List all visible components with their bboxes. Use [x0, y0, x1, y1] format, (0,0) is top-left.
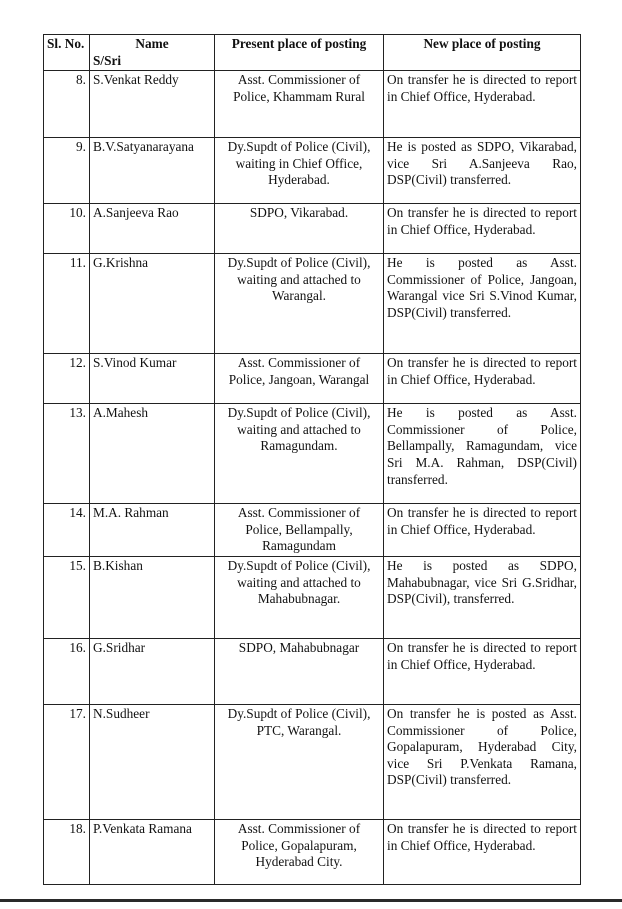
table-body — [44, 71, 581, 885]
sl-cell: 8. — [44, 71, 90, 138]
table-row — [44, 819, 581, 884]
name-cell: S.Vinod Kumar — [90, 354, 215, 404]
new-place-cell: He is posted as SDPO, Mahabubnagar, vice Sri G.Sridhar, DSP(Civil), transferred. — [384, 556, 581, 638]
table-row — [44, 204, 581, 254]
new-place-cell: On transfer he is directed to report in Chief Office, Hyderabad. — [384, 71, 581, 138]
name-cell: A.Mahesh — [90, 404, 215, 504]
sl-cell: 13. — [44, 404, 90, 504]
name-cell: G.Sridhar — [90, 638, 215, 704]
table-row — [44, 71, 581, 138]
header-name-sub: S/Sri — [93, 52, 122, 68]
present-place-cell: Asst. Commissioner of Police, Gopalapuram, Hyderabad City. — [215, 819, 384, 884]
name-cell: B.Kishan — [90, 556, 215, 638]
new-place-cell: On transfer he is directed to report in Chief Office, Hyderabad. — [384, 354, 581, 404]
table-row — [44, 354, 581, 404]
new-place-cell: On transfer he is directed to report in Chief Office, Hyderabad. — [384, 204, 581, 254]
sl-cell: 18. — [44, 819, 90, 884]
name-cell: S.Venkat Reddy — [90, 71, 215, 138]
header-name-label: Name — [135, 36, 169, 51]
new-place-cell: He is posted as Asst. Commissioner of Police, Bellampally, Ramagundam, vice Sri M.A. Rahman, DSP(Civil) transferred. — [384, 404, 581, 504]
name-cell: A.Sanjeeva Rao — [90, 204, 215, 254]
new-place-cell: He is posted as Asst. Commissioner of Police, Jangoan, Warangal vice Sri S.Vinod Kumar, DSP(Civil) transferred. — [384, 254, 581, 354]
present-place-cell: Dy.Supdt of Police (Civil), waiting and attached to Warangal. — [215, 254, 384, 354]
present-place-cell: Asst. Commissioner of Police, Jangoan, Warangal — [215, 354, 384, 404]
sl-cell: 10. — [44, 204, 90, 254]
new-place-cell: He is posted as SDPO, Vikarabad, vice Sri A.Sanjeeva Rao, DSP(Civil) transferred. — [384, 138, 581, 204]
present-place-cell: SDPO, Mahabubnagar — [215, 638, 384, 704]
present-place-cell: SDPO, Vikarabad. — [215, 204, 384, 254]
header-sl-no: Sl. No. — [44, 35, 90, 71]
table-row — [44, 638, 581, 704]
new-place-cell: On transfer he is posted as Asst. Commissioner of Police, Gopalapuram, Hyderabad City, vice Sri P.Venkata Ramana, DSP(Civil) transferred. — [384, 704, 581, 819]
sl-cell: 15. — [44, 556, 90, 638]
name-cell: G.Krishna — [90, 254, 215, 354]
table-row — [44, 138, 581, 204]
new-place-cell: On transfer he is directed to report in Chief Office, Hyderabad. — [384, 638, 581, 704]
present-place-cell: Dy.Supdt of Police (Civil), waiting in Chief Office, Hyderabad. — [215, 138, 384, 204]
header-new-place: New place of posting — [384, 35, 581, 71]
table-row — [44, 404, 581, 504]
name-cell: P.Venkata Ramana — [90, 819, 215, 884]
present-place-cell: Dy.Supdt of Police (Civil), waiting and attached to Mahabubnagar. — [215, 556, 384, 638]
name-cell: N.Sudheer — [90, 704, 215, 819]
scan-edge-line — [0, 899, 622, 902]
new-place-cell: On transfer he is directed to report in Chief Office, Hyderabad. — [384, 819, 581, 884]
table-row — [44, 254, 581, 354]
table-header-row — [44, 35, 581, 71]
present-place-cell: Dy.Supdt of Police (Civil), PTC, Warangal. — [215, 704, 384, 819]
sl-cell: 9. — [44, 138, 90, 204]
table-row — [44, 504, 581, 557]
sl-cell: 14. — [44, 504, 90, 557]
header-present-place: Present place of posting — [215, 35, 384, 71]
sl-cell: 17. — [44, 704, 90, 819]
present-place-cell: Dy.Supdt of Police (Civil), waiting and attached to Ramagundam. — [215, 404, 384, 504]
present-place-cell: Asst. Commissioner of Police, Bellampally, Ramagundam — [215, 504, 384, 557]
name-cell: B.V.Satyanarayana — [90, 138, 215, 204]
transfer-table — [43, 34, 581, 885]
table-row — [44, 556, 581, 638]
sl-cell: 16. — [44, 638, 90, 704]
header-name — [90, 35, 215, 71]
table-row — [44, 704, 581, 819]
sl-cell: 11. — [44, 254, 90, 354]
sl-cell: 12. — [44, 354, 90, 404]
new-place-cell: On transfer he is directed to report in Chief Office, Hyderabad. — [384, 504, 581, 557]
present-place-cell: Asst. Commissioner of Police, Khammam Rural — [215, 71, 384, 138]
name-cell: M.A. Rahman — [90, 504, 215, 557]
